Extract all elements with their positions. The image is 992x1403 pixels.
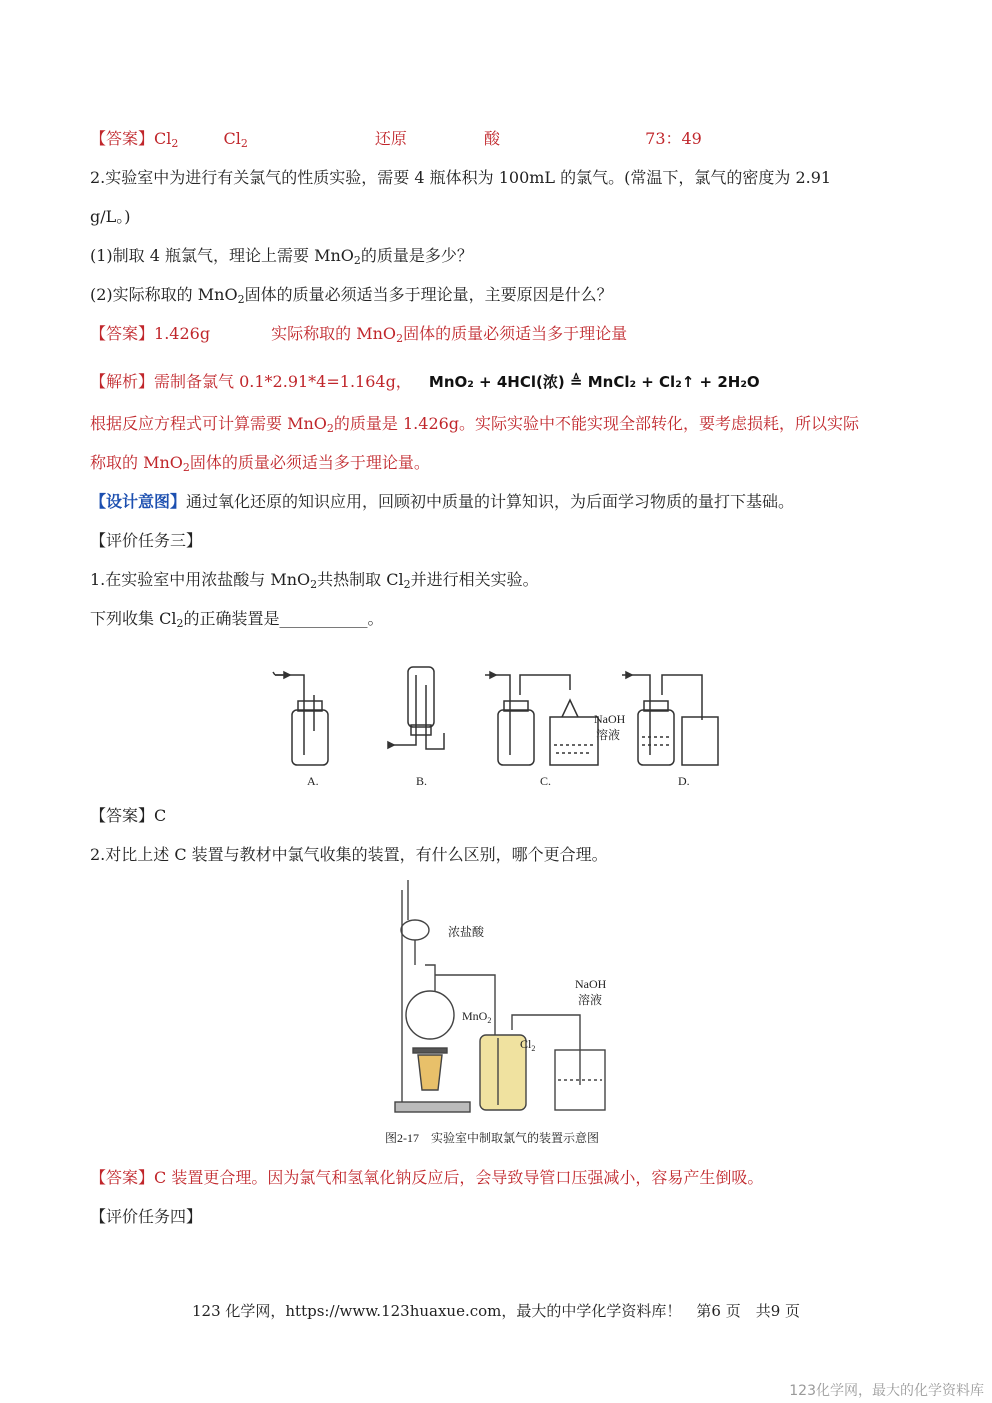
analysis-line-1: 【解析】需制备氯气 0.1*2.91*4=1.164g， MnO₂ + 4HCl(浓) ≜ MnCl₂ + Cl₂↑ + 2H₂O xyxy=(90,372,760,391)
question-3-line-1: 1.在实验室中用浓盐酸与 MnO$_2$共热制取 $Cl_2$并进行相关实验。 xyxy=(90,570,539,591)
answer-tag: 【答案】 xyxy=(90,129,155,148)
analysis-line-2: 根据反应方程式可计算需要 MnO$_2$的质量是 1.426g。实际实验中不能实现全部转化，要考虑损耗，所以实际 xyxy=(90,414,860,435)
apparatus-d xyxy=(622,672,718,765)
question-2-sub-2: (2)实际称取的 MnO$_2$固体的质量必须适当多于理论量，主要原因是什么？ xyxy=(90,285,613,306)
design-intent: 【设计意图】通过氧化还原的知识应用，回顾初中质量的计算知识，为后面学习物质的量打下基础。 xyxy=(90,492,795,511)
apparatus-c xyxy=(485,672,598,765)
mno2-label: MnO$_2$ xyxy=(462,1009,492,1025)
watermark: 123化学网，最大的化学资料库 xyxy=(789,1383,984,1399)
answer-1: 【答案】$Cl_2$ $Cl_2$ 还原 酸 73：49 xyxy=(90,129,702,150)
collection-apparatus-figure xyxy=(270,645,720,790)
textbook-apparatus-figure xyxy=(380,880,620,1150)
reaction-equation: MnO₂ + 4HCl(浓) ≜ MnCl₂ + Cl₂↑ + 2H₂O xyxy=(428,373,760,391)
solution-label-2: 溶液 xyxy=(578,993,603,1007)
label-c: C. xyxy=(540,774,552,788)
naoh-label: NaOH xyxy=(594,712,626,726)
cl2-label: $Cl_2$ xyxy=(520,1037,536,1053)
question-2-line-2: g/L。) xyxy=(90,207,131,226)
answer-2: 【答案】1.426g 实际称取的 MnO$_2$固体的质量必须适当多于理论量 xyxy=(90,324,628,345)
hcl-label: 浓盐酸 xyxy=(448,925,485,939)
task-4-title: 【评价任务四】 xyxy=(90,1207,203,1226)
question-2-line-1: 2.实验室中为进行有关氯气的性质实验，需要 4 瓶体积为 100mL 的氯气。(常温下，氯气的密度为 2.91 xyxy=(90,168,832,187)
label-b: B. xyxy=(416,774,428,788)
task-3-title: 【评价任务三】 xyxy=(90,531,203,550)
analysis-line-3: 称取的 MnO$_2$固体的质量必须适当多于理论量。 xyxy=(90,453,430,474)
figure-caption: 图2-17 实验室中制取氯气的装置示意图 xyxy=(385,1131,599,1145)
naoh-label-2: NaOH xyxy=(575,977,607,991)
apparatus-b xyxy=(388,667,444,749)
apparatus-a xyxy=(273,672,328,765)
label-d: D. xyxy=(678,774,690,788)
answer-4: 【答案】C 装置更合理。因为氯气和氢氧化钠反应后，会导致导管口压强减小，容易产生倒吸。 xyxy=(90,1168,764,1187)
solution-label: 溶液 xyxy=(596,728,621,742)
label-a: A. xyxy=(307,774,319,788)
question-4: 2.对比上述 C 装置与教材中氯气收集的装置，有什么区别，哪个更合理。 xyxy=(90,845,608,864)
question-2-sub-1: (1)制取 4 瓶氯气，理论上需要 MnO$_2$的质量是多少？ xyxy=(90,246,473,267)
page-footer: 123 化学网，https://www.123huaxue.com，最大的中学化学资料库！ 第6 页 共9 页 xyxy=(191,1302,801,1320)
question-3-line-2: 下列收集 $Cl_2$的正确装置是___________。 xyxy=(90,609,384,630)
answer-3: 【答案】C xyxy=(90,806,167,825)
